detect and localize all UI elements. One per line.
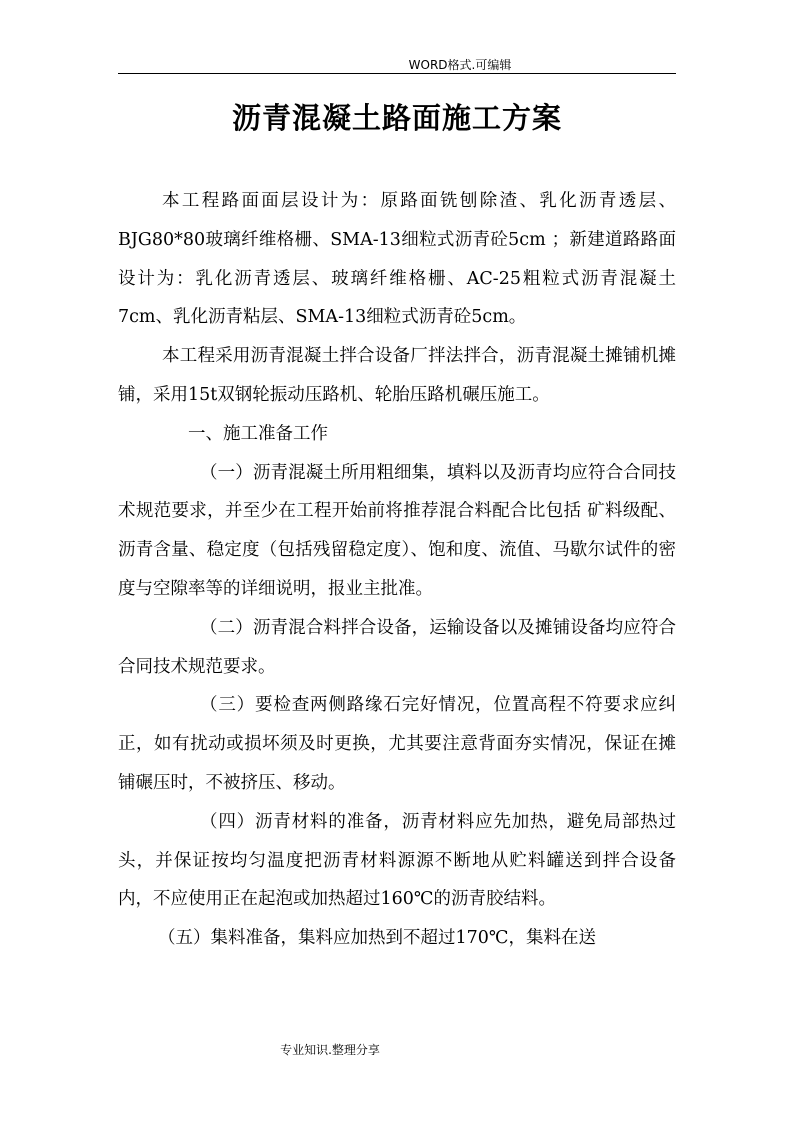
- paragraph-item-2: （二）沥青混合料拌合设备，运输设备以及摊铺设备均应符合合同技术规范要求。: [118, 617, 676, 677]
- header-rule: [118, 73, 676, 74]
- paragraph-item-5: （五）集料准备，集料应加热到不超过170℃，集料在送: [158, 928, 596, 949]
- document-title: 沥青混凝土路面施工方案: [231, 101, 562, 135]
- paragraph-design-overview: 本工程路面面层设计为：原路面铣刨除渣、乳化沥青透层、BJG80*80玻璃纤维格栅、SMA-13细粒式沥青砼5cm ；新建道路路面设计为：乳化沥青透层、玻璃纤维格栅、AC-25粗粒式沥青混凝土7cm、乳化沥青粘层、SMA-13细粒式沥青砼5cm。: [118, 191, 676, 328]
- section-heading-preparation: 一、施工准备工作: [188, 423, 328, 444]
- footer-text: 专业知识.整理分享: [280, 1043, 380, 1057]
- header-text: WORD格式.可编辑: [408, 58, 512, 72]
- paragraph-construction-method: 本工程采用沥青混凝土拌合设备厂拌法拌合，沥青混凝土摊铺机摊铺，采用15t双钢轮振动压路机、轮胎压路机碾压施工。: [118, 346, 676, 405]
- paragraph-item-4: （四）沥青材料的准备，沥青材料应先加热，避免局部热过头，并保证按均匀温度把沥青材料源源不断地从贮料罐送到拌合设备内，不应使用正在起泡或加热超过160℃的沥青胶结料。: [118, 811, 676, 910]
- paragraph-item-3: （三）要检查两侧路缘石完好情况，位置高程不符要求应纠正，如有扰动或损坏须及时更换，尤其要注意背面夯实情况，保证在摊铺碾压时，不被挤压、移动。: [118, 695, 676, 793]
- document-body: [118, 182, 676, 958]
- paragraph-item-1: （一）沥青混凝土所用粗细集，填料以及沥青均应符合合同技术规范要求，并至少在工程开始前将推荐混合料配合比包括 矿料级配、沥青含量、稳定度（包括残留稳定度）、饱和度、流值、马歇尔试件的密度与空隙率等的详细说明，报业主批准。: [118, 462, 676, 599]
